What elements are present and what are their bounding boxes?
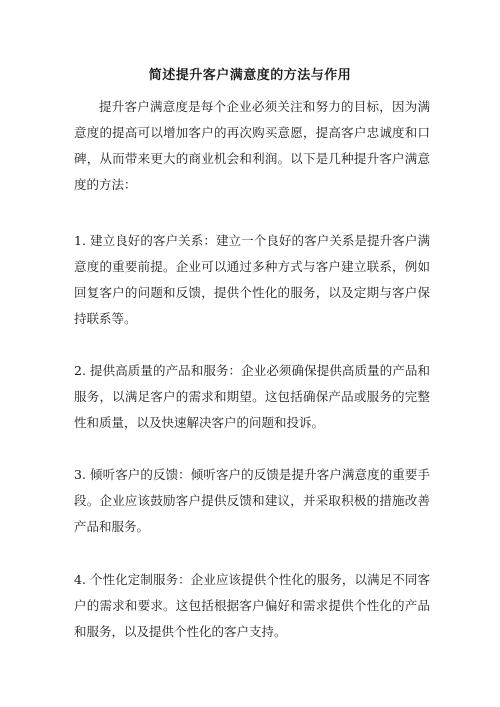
method-item-1: 1. 建立良好的客户关系：建立一个良好的客户关系是提升客户满意度的重要前提。企业可以通过多种方式与客户建立联系，例如回复客户的问题和反馈，提供个性化的服务，以及定期与客户保持联系等。 — [74, 233, 430, 326]
method-item-2: 2. 提供高质量的产品和服务：企业必须确保提供高质量的产品和服务，以满足客户的需求和期望。这包括确保产品或服务的完整性和质量，以及快速解决客户的问题和投诉。 — [74, 363, 430, 430]
document-title: 简述提升客户满意度的方法与作用 — [148, 68, 352, 83]
method-item-3: 3. 倾听客户的反馈：倾听客户的反馈是提升客户满意度的重要手段。企业应该鼓励客户提供反馈和建议，并采取积极的措施改善产品和服务。 — [74, 467, 430, 534]
method-item-4: 4. 个性化定制服务：企业应该提供个性化的服务，以满足不同客户的需求和要求。这包括根据客户偏好和需求提供个性化的产品和服务，以及提供个性化的客户支持。 — [74, 572, 430, 639]
intro-paragraph: 提升客户满意度是每个企业必须关注和努力的目标，因为满意度的提高可以增加客户的再次购买意愿，提高客户忠诚度和口碑，从而带来更大的商业机会和利润。以下是几种提升客户满意度的方法： — [74, 99, 430, 192]
